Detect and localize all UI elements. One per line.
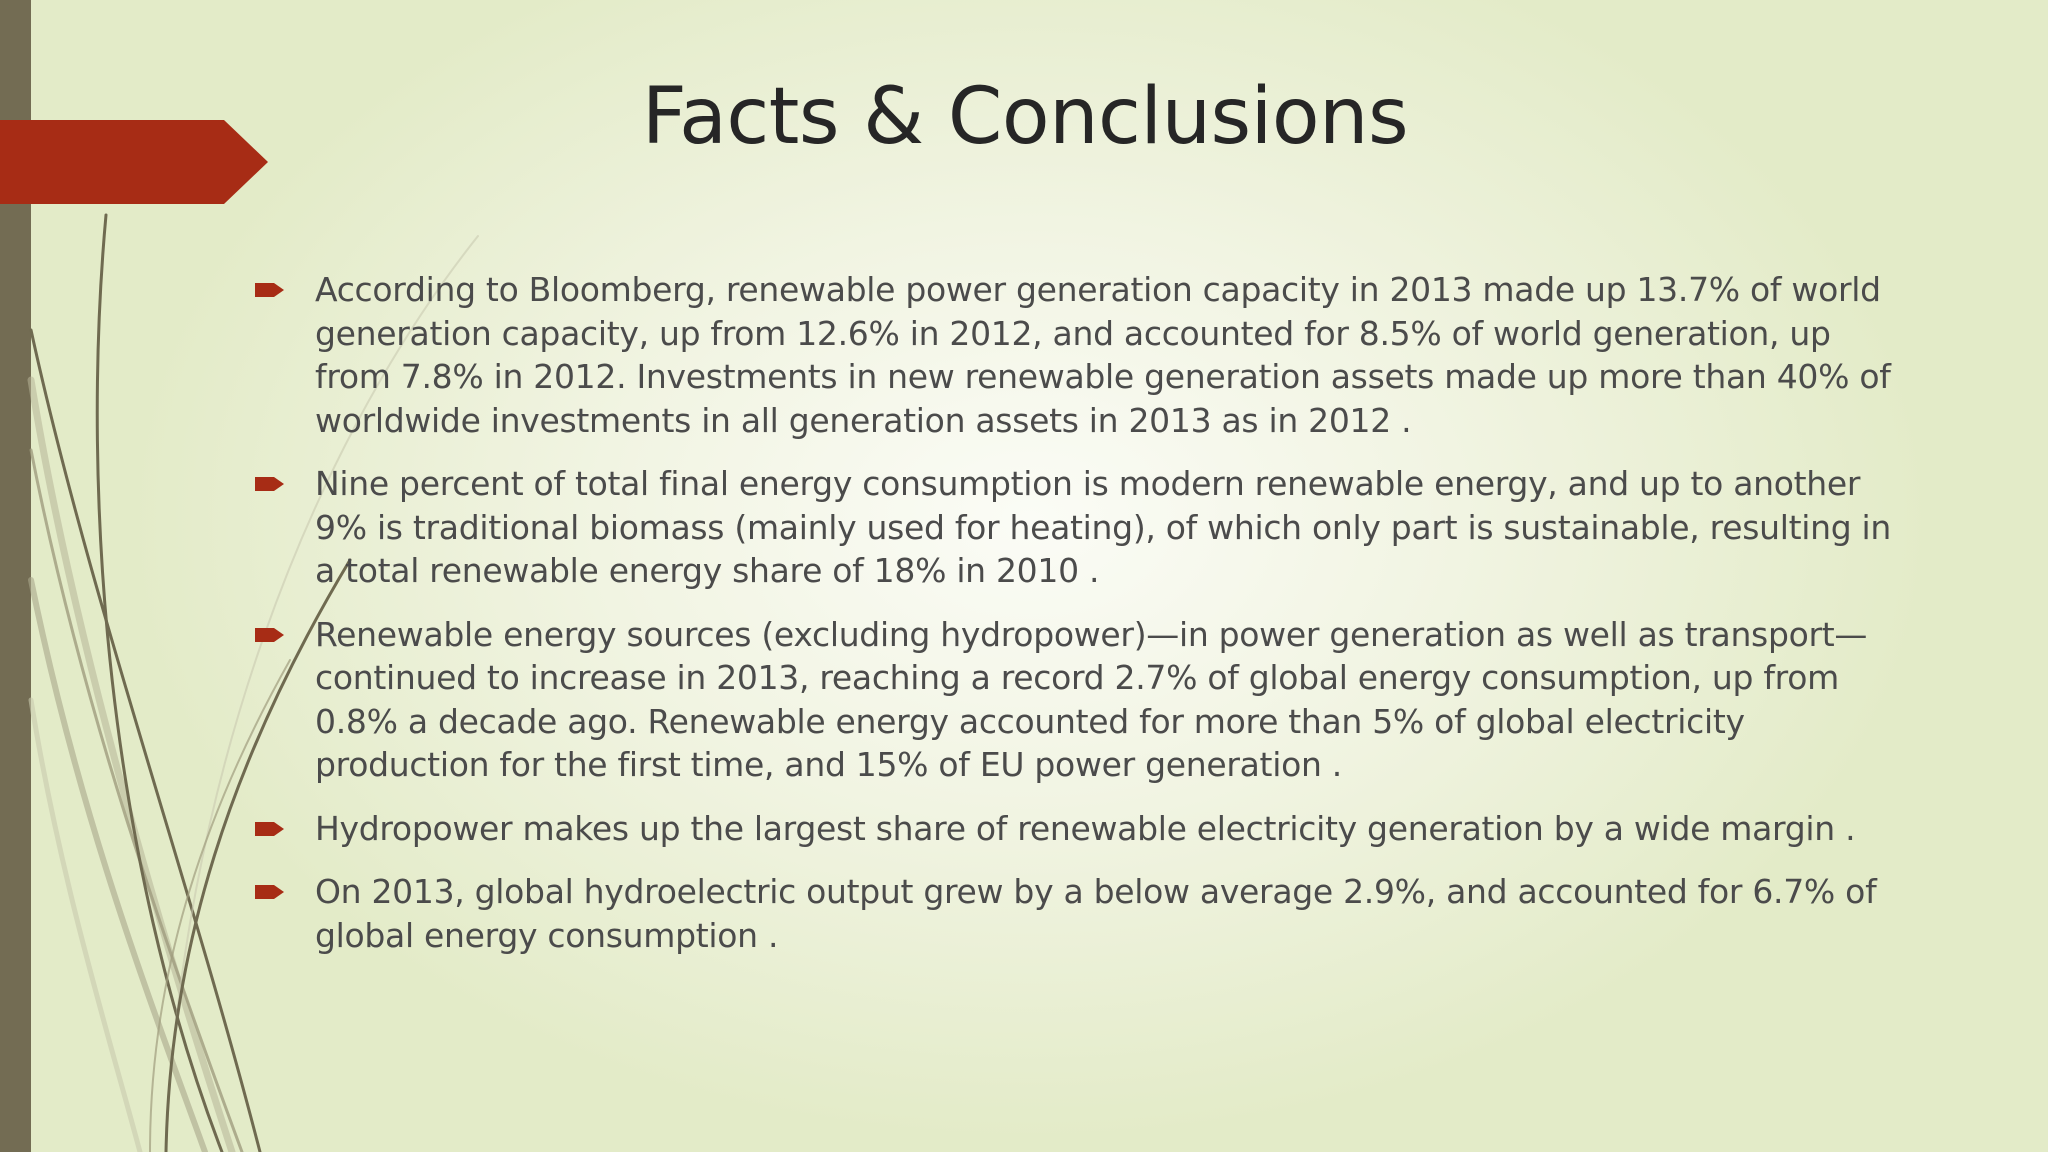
arrow-bullet-icon (255, 281, 285, 299)
bullet-list (255, 268, 1905, 977)
bullet-text: According to Bloomberg, renewable power generation capacity in 2013 made up 13.7% of world generation capacity, up from 12.6% in 2012, and accounted for 8.5% of world generation, up from 7.8% in 2012. Investments in new renewable generation assets made up more than 40% of worldwide investments in all generation assets in 2013 as in 2012 . (315, 270, 1891, 440)
bullet-item (255, 613, 1905, 787)
arrow-bullet-icon (255, 475, 285, 493)
slide-title: Facts & Conclusions (641, 72, 1409, 162)
bullet-text: Nine percent of total final energy consumption is modern renewable energy, and up to another 9% is traditional biomass (mainly used for heating), of which only part is sustainable, resulting in a total renewable energy share of 18% in 2010 . (315, 464, 1892, 590)
title-accent-arrow (0, 120, 268, 204)
bullet-item (255, 807, 1905, 851)
bullet-item (255, 870, 1905, 957)
arrow-bullet-icon (255, 883, 285, 901)
bullet-text: Hydropower makes up the largest share of renewable electricity generation by a wide margin . (315, 808, 1856, 848)
bullet-item (255, 268, 1905, 442)
bullet-item (255, 462, 1905, 593)
arrow-bullet-icon (255, 626, 285, 644)
bullet-text: On 2013, global hydroelectric output grew by a below average 2.9%, and accounted for 6.7% of global energy consumption . (315, 872, 1877, 955)
bullet-text: Renewable energy sources (excluding hydropower)—in power generation as well as transport—continued to increase in 2013, reaching a record 2.7% of global energy consumption, up from 0.8% a decade ago. Renewable energy accounted for more than 5% of global electricity production for the first time, and 15% of EU power generation . (315, 614, 1868, 784)
arrow-bullet-icon (255, 820, 285, 838)
